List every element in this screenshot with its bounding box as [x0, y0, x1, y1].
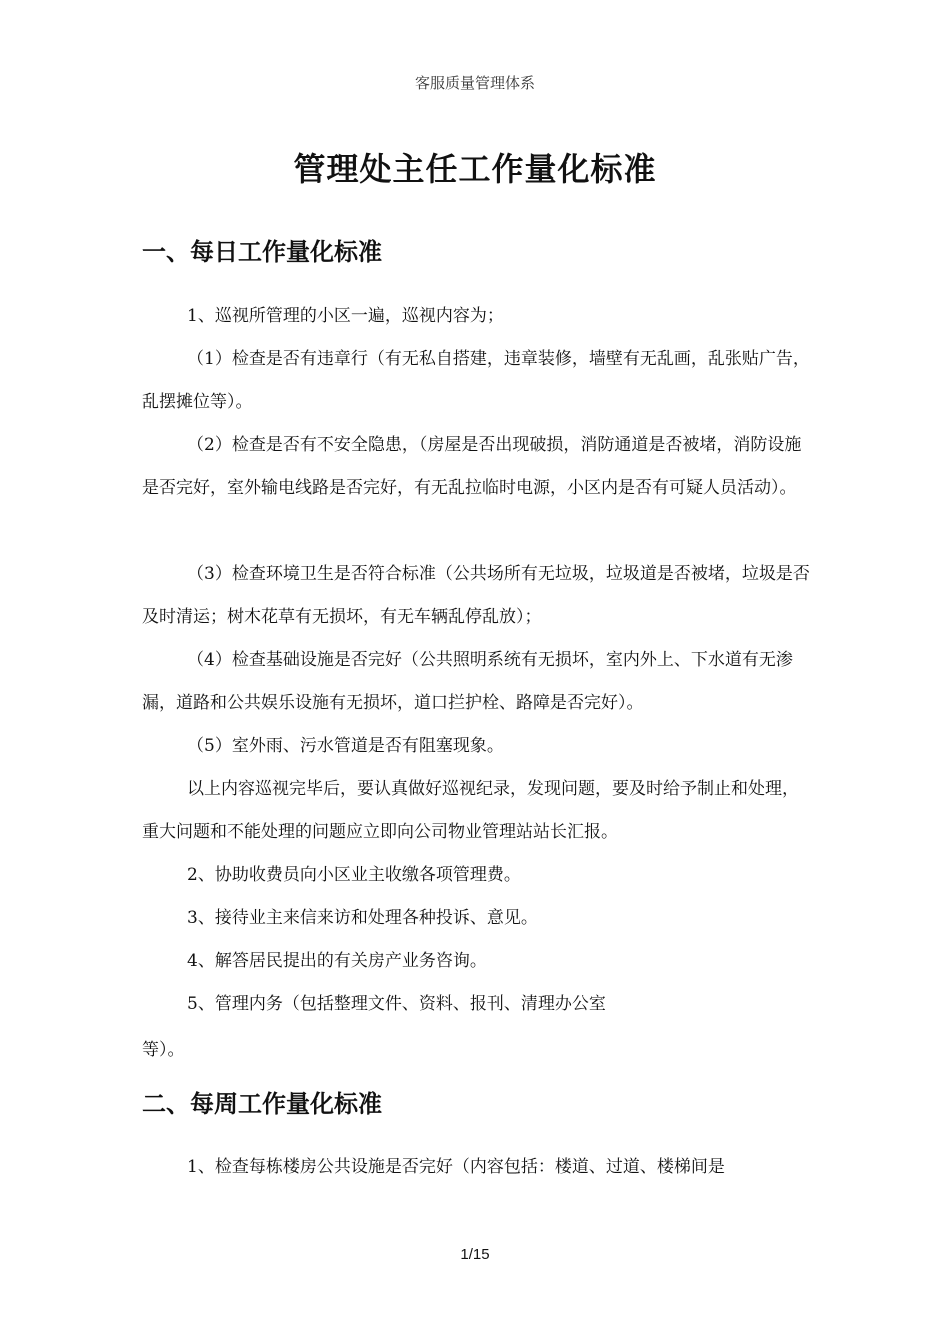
paragraph-daily-1-4: （4）检查基础设施是否完好（公共照明系统有无损坏，室内外上、下水道有无渗漏，道路和公共娱乐设施有无损坏，道口拦护栓、路障是否完好）。: [142, 650, 793, 713]
paragraph-daily-4: 4、解答居民提出的有关房产业务咨询。: [187, 951, 487, 971]
section-heading-weekly: 二、每周工作量化标准: [142, 1089, 382, 1118]
paragraph-daily-1: 1、巡视所管理的小区一遍，巡视内容为；: [187, 306, 504, 326]
paragraph-daily-summary: 以上内容巡视完毕后，要认真做好巡视纪录，发现问题，要及时给予制止和处理，重大问题和不能处理的问题应立即向公司物业管理站站长汇报。: [142, 779, 799, 842]
paragraph-daily-1-1: （1）检查是否有违章行（有无私自搭建，违章装修，墙壁有无乱画，乱张贴广告，乱摆摊位等）。: [142, 349, 810, 412]
paragraph-daily-1-3: （3）检查环境卫生是否符合标准（公共场所有无垃圾，垃圾道是否被堵，垃圾是否及时清运；树木花草有无损坏，有无车辆乱停乱放）；: [142, 564, 810, 627]
page-number: 1/15: [460, 1246, 490, 1263]
paragraph-daily-5-cont: 等）。: [142, 1040, 185, 1060]
paragraph-daily-3: 3、接待业主来信来访和处理各种投诉、意见。: [187, 908, 538, 928]
section-heading-daily: 一、每日工作量化标准: [142, 237, 382, 266]
paragraph-daily-1-5: （5）室外雨、污水管道是否有阻塞现象。: [187, 736, 504, 756]
paragraph-daily-2: 2、协助收费员向小区业主收缴各项管理费。: [187, 865, 521, 885]
paragraph-daily-5: 5、管理内务（包括整理文件、资料、报刊、清理办公室: [187, 994, 606, 1014]
document-title: 管理处主任工作量化标准: [293, 150, 657, 188]
paragraph-daily-1-2: （2）检查是否有不安全隐患，（房屋是否出现破损，消防通道是否被堵，消防设施是否完好，室外输电线路是否完好，有无乱拉临时电源，小区内是否有可疑人员活动）。: [142, 435, 802, 498]
running-header: 客服质量管理体系: [414, 74, 535, 92]
paragraph-weekly-1: 1、检查每栋楼房公共设施是否完好（内容包括：楼道、过道、楼梯间是: [187, 1157, 725, 1177]
